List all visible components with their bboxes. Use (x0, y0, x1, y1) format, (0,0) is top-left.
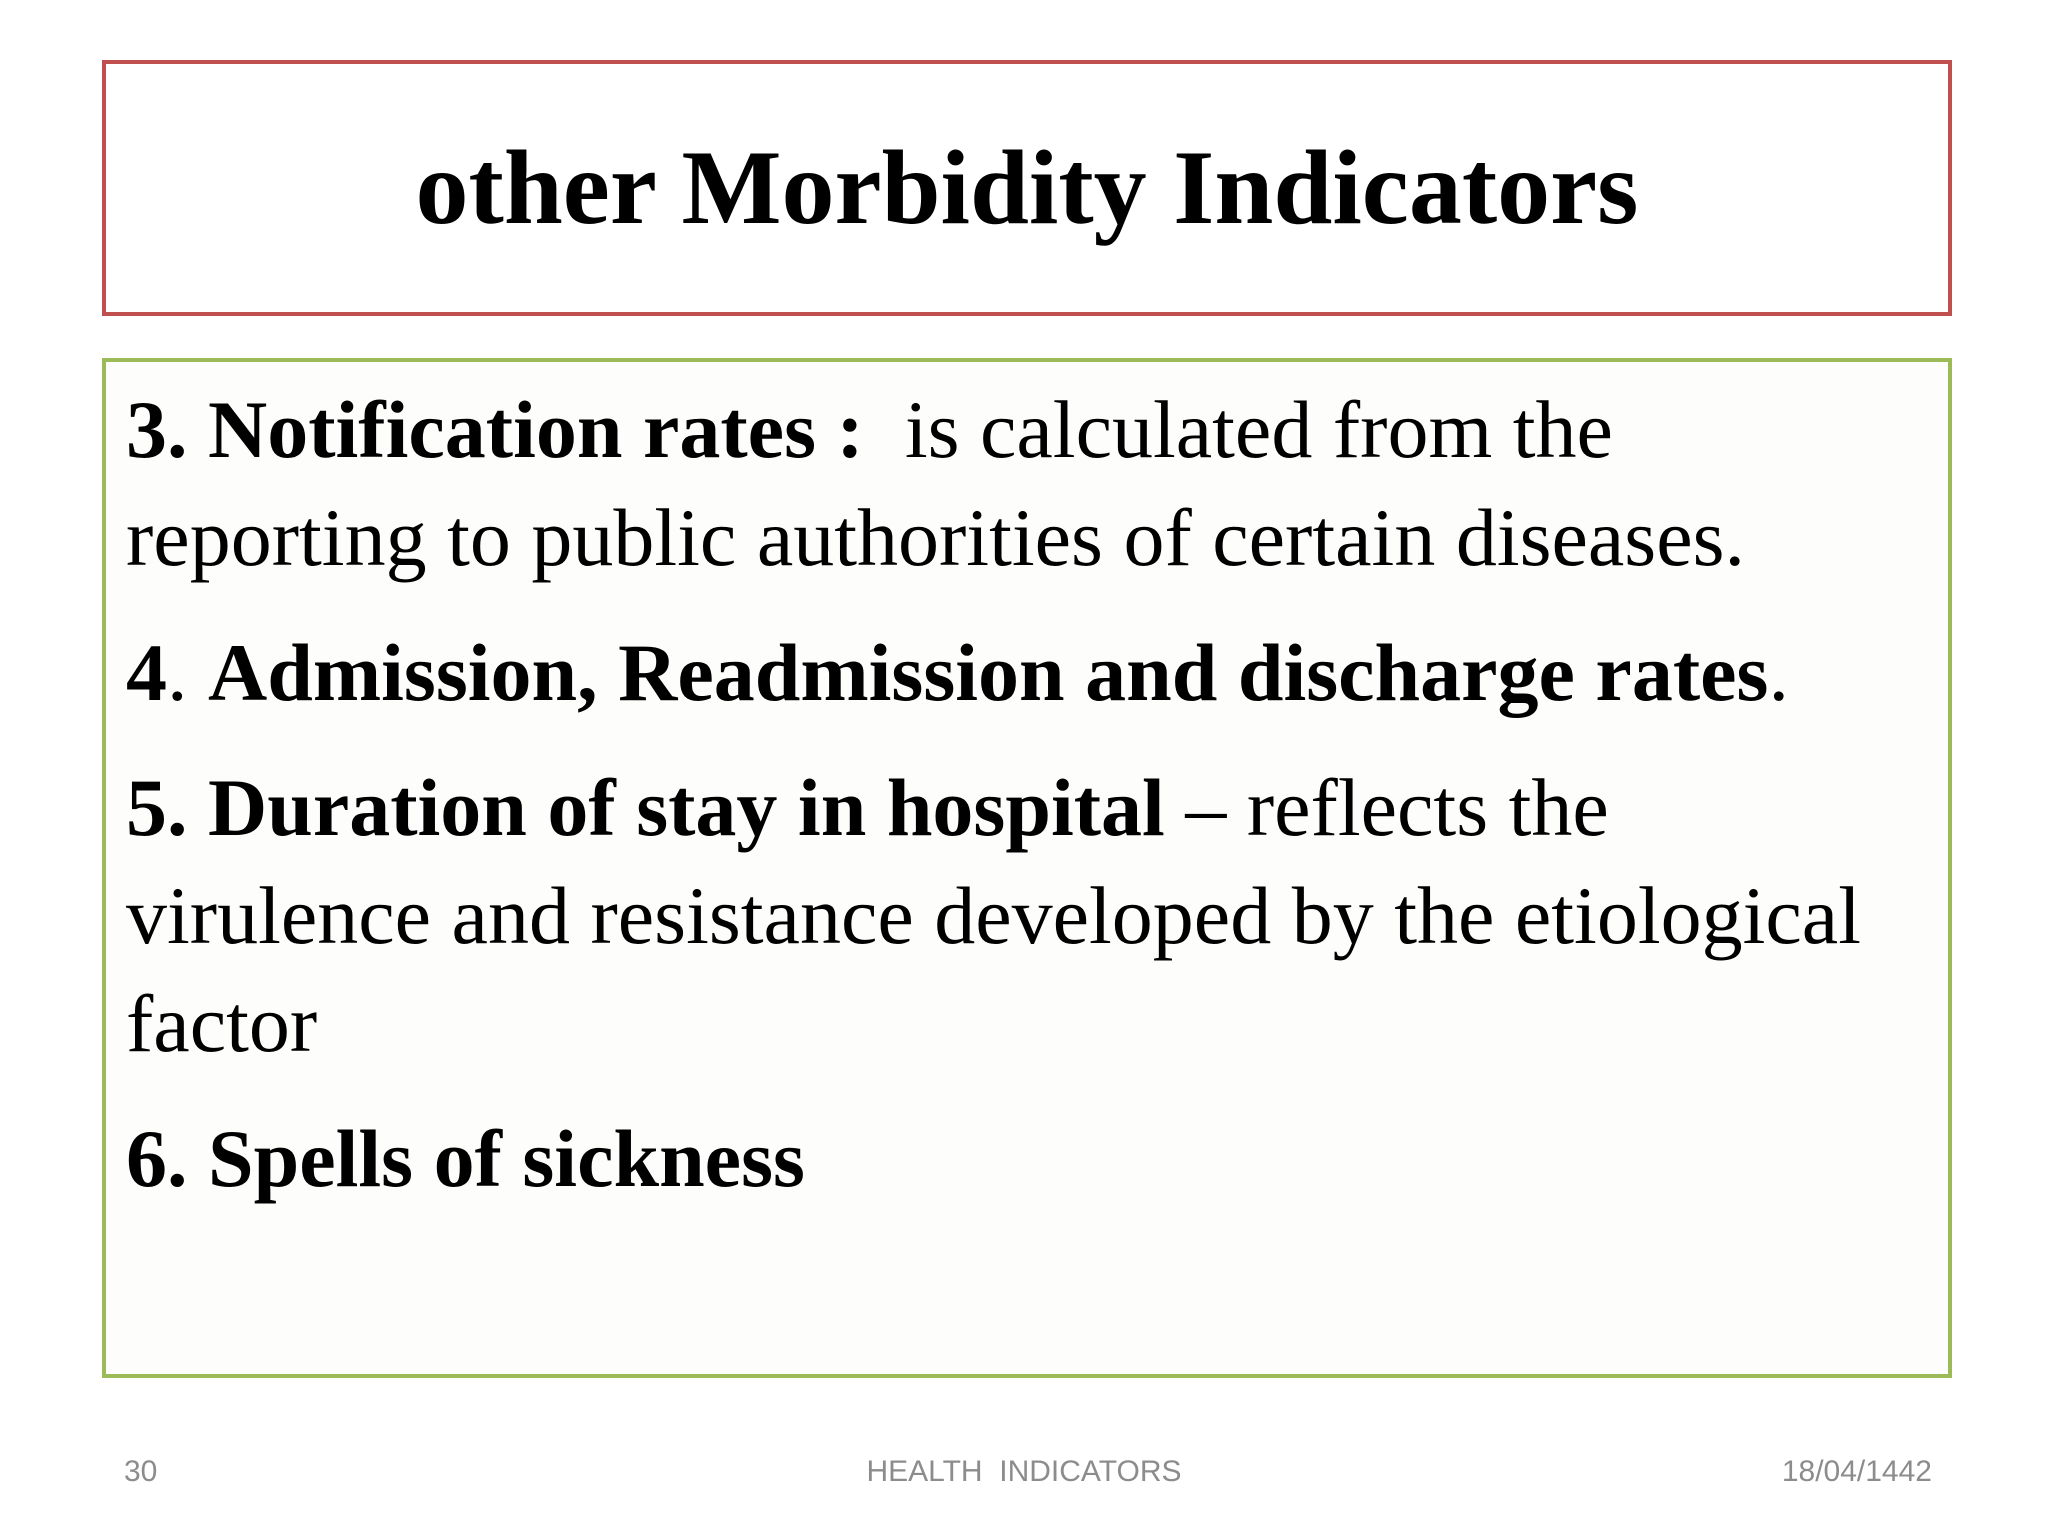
title-box (102, 60, 1952, 316)
footer-page-number: 30 (124, 1455, 158, 1488)
item-number: 5. (126, 762, 188, 853)
item-number: 6. (126, 1113, 188, 1204)
content-box (102, 358, 1952, 1378)
item-term: Duration of stay in hospital (208, 762, 1165, 853)
item-term: Admission, Readmission and discharge rates (208, 627, 1769, 718)
item-term: Notification rates : (208, 384, 864, 475)
item-separator: . (167, 627, 188, 718)
footer-date: 18/04/1442 (1781, 1455, 1932, 1488)
list-item-spells-of-sickness (126, 1105, 1928, 1213)
slide-title: other Morbidity Indicators (415, 129, 1639, 246)
item-number: 3. (126, 384, 188, 475)
item-number: 4 (126, 627, 167, 718)
item-description: . (1768, 627, 1789, 718)
footer-title-text: HEALTH INDICATORS (866, 1455, 1182, 1488)
item-term: Spells of sickness (208, 1113, 805, 1204)
footer-title (0, 1452, 2048, 1492)
item-description: – reflects the virulence and resistance developed by the etiological factor (126, 762, 1861, 1069)
list-item-duration-of-stay (126, 754, 1928, 1078)
list-item-notification-rates (126, 376, 1928, 592)
item-description: is calculated from the reporting to public authorities of certain diseases. (126, 384, 1746, 583)
list-item-admission-rates (126, 619, 1928, 727)
